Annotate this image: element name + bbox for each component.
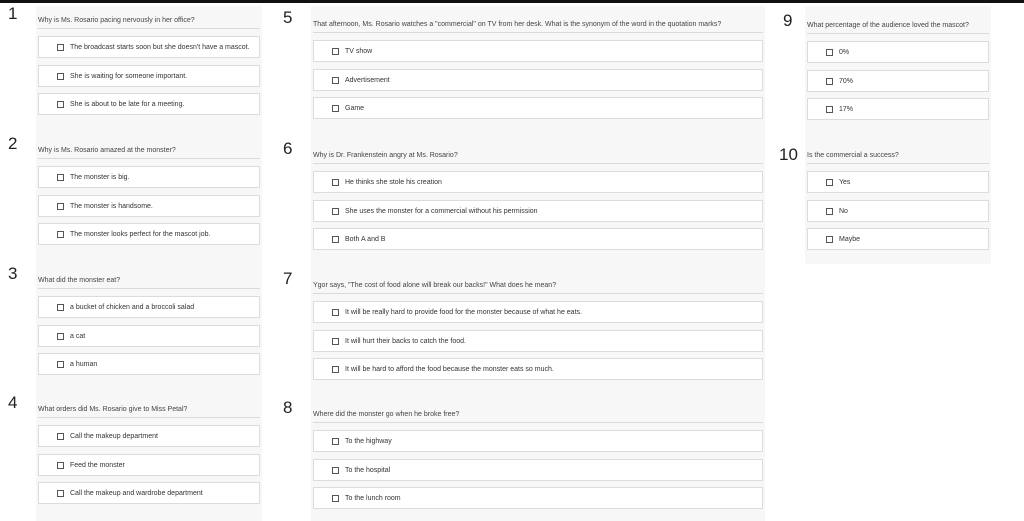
question-text: That afternoon, Ms. Rosario watches a "commercial" on TV from her desk. What is the synonym of the word in the quotation marks? (313, 18, 763, 33)
option-label: The monster is big. (70, 173, 130, 181)
checkbox[interactable] (826, 78, 833, 85)
checkbox[interactable] (332, 208, 339, 215)
question-8 (283, 398, 763, 502)
checkbox[interactable] (332, 179, 339, 186)
option-label: 0% (839, 48, 850, 56)
answer-option[interactable] (313, 228, 763, 250)
answer-option[interactable] (38, 195, 260, 217)
checkbox[interactable] (332, 467, 339, 474)
option-label: Call the makeup and wardrobe department (70, 489, 203, 497)
question-text: What orders did Ms. Rosario give to Miss Petal? (38, 403, 260, 418)
question-9 (783, 11, 989, 113)
checkbox[interactable] (826, 208, 833, 215)
question-number: 1 (8, 4, 18, 23)
checkbox[interactable] (57, 333, 64, 340)
question-text: Ygor says, "The cost of food alone will break our backs!" What does he mean? (313, 279, 763, 294)
option-label: No (839, 207, 848, 215)
answer-option[interactable] (807, 41, 989, 63)
option-label: She is about to be late for a meeting. (70, 100, 185, 108)
option-label: It will hurt their backs to catch the food. (345, 337, 467, 345)
question-text: Where did the monster go when he broke free? (313, 408, 763, 423)
answer-option[interactable] (313, 200, 763, 222)
answer-option[interactable] (38, 65, 260, 87)
answer-option[interactable] (313, 487, 763, 509)
checkbox[interactable] (57, 203, 64, 210)
option-label: The monster looks perfect for the mascot job. (70, 230, 211, 238)
question-10 (779, 145, 989, 243)
answer-option[interactable] (807, 70, 989, 92)
checkbox[interactable] (332, 236, 339, 243)
answer-option[interactable] (807, 200, 989, 222)
checkbox[interactable] (332, 48, 339, 55)
answer-option[interactable] (38, 93, 260, 115)
option-label: a human (70, 360, 98, 368)
answer-option[interactable] (807, 171, 989, 193)
checkbox[interactable] (57, 174, 64, 181)
option-label: Call the makeup department (70, 432, 158, 440)
answer-option[interactable] (313, 330, 763, 352)
question-number: 4 (8, 393, 18, 412)
question-text: Why is Dr. Frankenstein angry at Ms. Rosario? (313, 149, 763, 164)
checkbox[interactable] (332, 438, 339, 445)
question-text: Why is Ms. Rosario amazed at the monster? (38, 144, 260, 159)
checkbox[interactable] (332, 105, 339, 112)
checkbox[interactable] (57, 433, 64, 440)
question-number: 6 (283, 139, 293, 158)
question-7 (283, 269, 763, 373)
checkbox[interactable] (332, 366, 339, 373)
question-4 (8, 393, 260, 497)
answer-option[interactable] (313, 171, 763, 193)
option-label: Feed the monster (70, 461, 125, 469)
question-2 (8, 134, 260, 238)
top-border (0, 0, 1024, 3)
answer-option[interactable] (313, 40, 763, 62)
checkbox[interactable] (57, 490, 64, 497)
question-number: 7 (283, 269, 293, 288)
checkbox[interactable] (57, 462, 64, 469)
option-label: She uses the monster for a commercial without his permission (345, 207, 538, 215)
answer-option[interactable] (38, 425, 260, 447)
option-label: The broadcast starts soon but she doesn't have a mascot. (70, 43, 250, 51)
answer-option[interactable] (313, 459, 763, 481)
answer-option[interactable] (807, 228, 989, 250)
checkbox[interactable] (57, 44, 64, 51)
option-label: To the highway (345, 437, 392, 445)
question-1 (8, 4, 260, 108)
question-text: Is the commercial a success? (807, 149, 989, 164)
answer-option[interactable] (313, 430, 763, 452)
option-label: Maybe (839, 235, 861, 243)
option-label: 17% (839, 105, 854, 113)
option-label: a bucket of chicken and a broccoli salad (70, 303, 195, 311)
answer-option[interactable] (38, 454, 260, 476)
checkbox[interactable] (332, 309, 339, 316)
question-number: 9 (783, 11, 793, 30)
answer-option[interactable] (38, 325, 260, 347)
option-label: Game (345, 104, 365, 112)
checkbox[interactable] (826, 179, 833, 186)
checkbox[interactable] (57, 304, 64, 311)
option-label: Yes (839, 178, 851, 186)
answer-option[interactable] (38, 482, 260, 504)
option-label: He thinks she stole his creation (345, 178, 442, 186)
checkbox[interactable] (826, 236, 833, 243)
checkbox[interactable] (57, 231, 64, 238)
question-5 (283, 8, 763, 112)
question-number: 5 (283, 8, 293, 27)
question-text: What did the monster eat? (38, 274, 260, 289)
answer-option[interactable] (313, 97, 763, 119)
checkbox[interactable] (826, 49, 833, 56)
question-number: 2 (8, 134, 18, 153)
question-number: 8 (283, 398, 293, 417)
answer-option[interactable] (38, 223, 260, 245)
option-label: To the hospital (345, 466, 391, 474)
option-label: a cat (70, 332, 86, 340)
answer-option[interactable] (313, 358, 763, 380)
option-label: She is waiting for someone important. (70, 72, 188, 80)
checkbox[interactable] (57, 101, 64, 108)
checkbox[interactable] (332, 338, 339, 345)
question-number: 10 (779, 145, 798, 164)
question-number: 3 (8, 264, 18, 283)
option-label: Advertisement (345, 76, 390, 84)
checkbox[interactable] (57, 361, 64, 368)
question-3 (8, 264, 260, 368)
answer-option[interactable] (38, 353, 260, 375)
answer-option[interactable] (38, 166, 260, 188)
option-label: TV show (345, 47, 373, 55)
option-label: Both A and B (345, 235, 386, 243)
checkbox[interactable] (332, 495, 339, 502)
option-label: 70% (839, 77, 854, 85)
question-6 (283, 139, 763, 243)
checkbox[interactable] (57, 73, 64, 80)
option-label: It will be really hard to provide food for the monster because of what he eats. (345, 308, 582, 316)
question-text: Why is Ms. Rosario pacing nervously in her office? (38, 14, 260, 29)
answer-option[interactable] (313, 301, 763, 323)
answer-option[interactable] (38, 36, 260, 58)
checkbox[interactable] (332, 77, 339, 84)
answer-option[interactable] (313, 69, 763, 91)
option-label: The monster is handsome. (70, 202, 153, 210)
checkbox[interactable] (826, 106, 833, 113)
option-label: It will be hard to afford the food because the monster eats so much. (345, 365, 554, 373)
question-text: What percentage of the audience loved the mascot? (807, 19, 989, 34)
answer-option[interactable] (38, 296, 260, 318)
answer-option[interactable] (807, 98, 989, 120)
option-label: To the lunch room (345, 494, 401, 502)
